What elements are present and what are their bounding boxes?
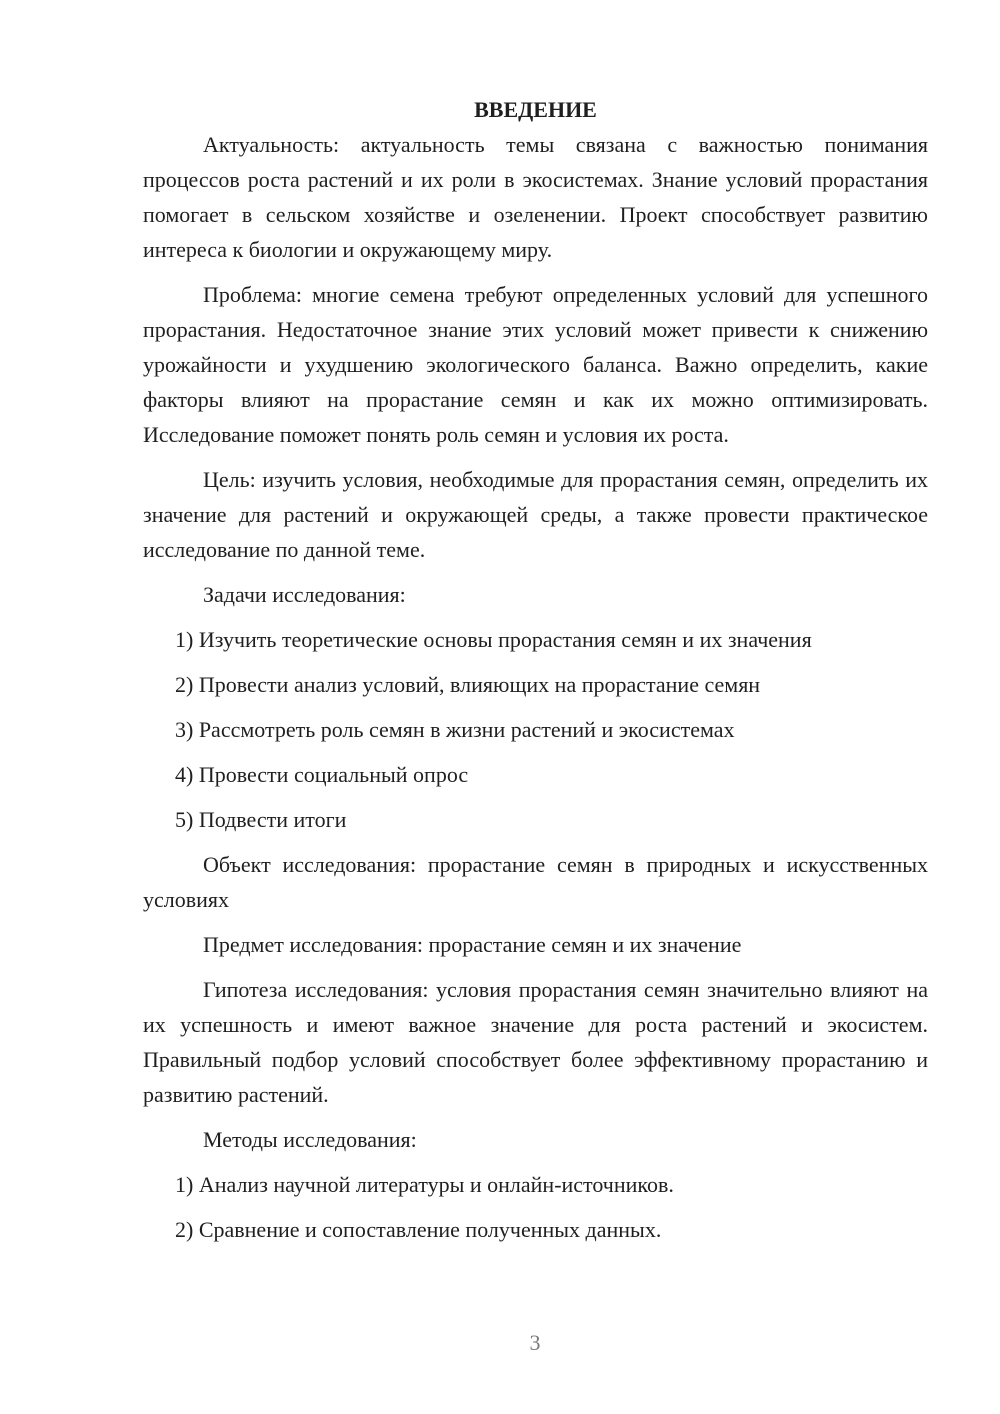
task-item: 1) Изучить теоретические основы прорастания семян и их значения bbox=[175, 627, 812, 652]
document-body bbox=[143, 92, 928, 1257]
tasks-heading: Задачи исследования: bbox=[203, 582, 406, 607]
task-item: 3) Рассмотреть роль семян в жизни растений и экосистемах bbox=[175, 717, 735, 742]
method-item: 2) Сравнение и сопоставление полученных данных. bbox=[175, 1217, 662, 1242]
task-item: 4) Провести социальный опрос bbox=[175, 762, 469, 787]
object-paragraph: Объект исследования: прорастание семян в природных и искусственных условиях bbox=[143, 852, 928, 912]
page-number: 3 bbox=[529, 1330, 541, 1355]
task-item: 5) Подвести итоги bbox=[175, 807, 347, 832]
subject-paragraph: Предмет исследования: прорастание семян и их значение bbox=[203, 932, 742, 957]
goal-paragraph: Цель: изучить условия, необходимые для прорастания семян, определить их значение для растений и окружающей среды, а также провести практическое исследование по данной теме. bbox=[143, 467, 928, 562]
task-item: 2) Провести анализ условий, влияющих на прорастание семян bbox=[175, 672, 761, 697]
method-item: 1) Анализ научной литературы и онлайн-источников. bbox=[175, 1172, 674, 1197]
methods-heading: Методы исследования: bbox=[203, 1127, 417, 1152]
problem-paragraph: Проблема: многие семена требуют определенных условий для успешного прорастания. Недостаточное знание этих условий может привести к снижению урожайности и ухудшению экологического баланса. Важно определить, какие факторы влияют на прорастание семян и как их можно оптимизировать. Исследование поможет понять роль семян и условия их роста. bbox=[143, 282, 928, 447]
relevance-paragraph: Актуальность: актуальность темы связана с важностью понимания процессов роста растений и их роли в экосистемах. Знание условий прорастания помогает в сельском хозяйстве и озеленении. Проект способствует развитию интереса к биологии и окружающему миру. bbox=[143, 132, 928, 262]
section-title: ВВЕДЕНИЕ bbox=[474, 97, 597, 122]
hypothesis-paragraph: Гипотеза исследования: условия прорастания семян значительно влияют на их успешность и имеют важное значение для роста растений и экосистем. Правильный подбор условий способствует более эффективному прорастанию и развитию растений. bbox=[143, 977, 928, 1107]
